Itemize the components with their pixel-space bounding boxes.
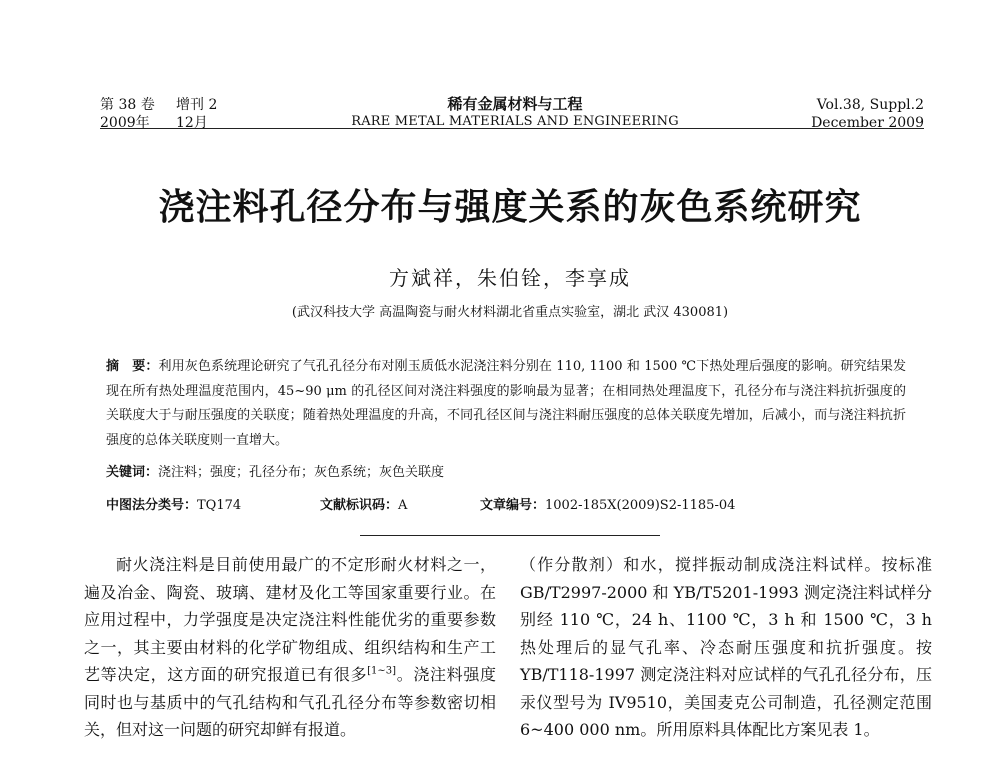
authors: 方斌祥，朱伯铨，李享成 [389,266,631,290]
header-left [100,96,217,132]
month: 12月 [176,115,208,131]
header-right [811,96,924,132]
journal-name [300,95,730,131]
affiliation: (武汉科技大学 高温陶瓷与耐火材料湖北省重点实验室，湖北 武汉 430081) [291,305,729,320]
date-en: December 2009 [811,115,924,131]
year: 2009年 [100,115,150,131]
journal-name-cn: 稀有金属材料与工程 [447,95,583,113]
abstract-separator [360,535,660,536]
intro-text-b: 。浇注料强度同时也与基质中的气孔结构和气孔孔径分布等参数密切相关，但对这一问题的研究却鲜有报道。 [84,665,496,739]
doc-code-value: A [398,498,408,513]
classification-line [106,496,906,516]
volume-en: Vol.38, Suppl.2 [816,97,924,113]
article-title: 浇注料孔径分布与强度关系的灰色系统研究 [158,187,862,228]
body-right-column [520,551,932,744]
abstract-text: 利用灰色系统理论研究了气孔孔径分布对刚玉质低水泥浇注料分别在 110, 1100 和 1500 ℃下热处理后强度的影响。研究结果发现在所有热处理温度范围内，45~90 μm 的孔径区间对浇注料强度的影响最为显著；在相同热处理温度下，孔径分布与浇注料抗折强度的关联度大于与耐压强度的关联度；随着热处理温度的升高，不同孔径区间与浇注料耐压强度的总体关联度先增加，后减小，而与浇注料抗折强度的总体关联度则一直增大。 [106,359,906,448]
header-rule [100,128,924,129]
keywords-label: 关键词： [106,465,159,480]
clc-value: TQ174 [197,498,242,513]
intro-paragraph [84,551,496,744]
article-no-value: 1002-185X(2009)S2-1185-04 [545,498,736,513]
intro-text-a: 耐火浇注料是目前使用最广的不定形耐火材料之一，遍及冶金、陶瓷、玻璃、建材及化工等国家重要行业。在应用过程中，力学强度是决定浇注料性能优劣的重要参数之一，其主要由材料的化学矿物组成、组织结构和生产工艺等决定，这方面的研究报道已有很多 [84,555,496,684]
clc-label: 中图法分类号： [106,498,198,513]
doc-code-label: 文献标识码： [320,498,399,513]
abstract [106,355,906,453]
volume-number: 第 38 卷 [100,97,155,113]
keywords-text: 浇注料；强度；孔径分布；灰色系统；灰色关联度 [158,465,445,480]
reference-mark: [1~3] [367,665,397,677]
issue-number: 增刊 2 [176,97,218,113]
abstract-label: 摘 要： [106,359,159,374]
article-no-label: 文章编号： [480,498,546,513]
method-paragraph: （作分散剂）和水，搅拌振动制成浇注料试样。按标准 GB/T2997-2000 和 YB/T5201-1993 测定浇注料试样分别经 110 ℃，24 h、1100 ℃，3 h 和 1500 ℃，3 h 热处理后的显气孔率、冷态耐压强度和抗折强度。按 YB/T118-1997 测定浇注料对应试样的气孔孔径分布，压汞仪型号为 IV9510，美国麦克公司制造，孔径测定范围 6~400 000 nm。所用原料具体配比方案见表 1。 [520,555,932,739]
body-left-column [84,551,496,744]
keywords [106,463,906,483]
journal-name-en: RARE METAL MATERIALS AND ENGINEERING [351,114,679,129]
